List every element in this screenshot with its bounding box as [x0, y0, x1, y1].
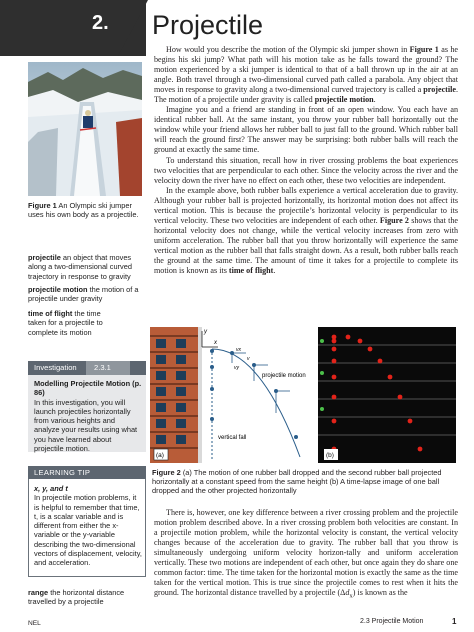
figure2-label: Figure 2: [152, 468, 181, 477]
figure1-caption: [28, 201, 144, 220]
glossary-definition: the motion of a projectile under gravity: [28, 285, 139, 304]
ski-jumper-photo: [28, 62, 142, 196]
vertical-fall-label: vertical fall: [218, 435, 247, 441]
velocity-label: v: [247, 356, 250, 362]
investigation-title: Modelling Projectile Motion (p. 86): [34, 379, 142, 398]
paragraph-3: To understand this situation, recall how in river crossing problems the boat experiences two velocities that are perpendicular to each other. Since the velocity across the river and the velocity down the river have no effect on each other, these two velocities are independent.: [154, 155, 458, 185]
y-axis-label: y: [204, 329, 207, 335]
investigation-header: [28, 361, 146, 375]
figure1-text: An Olympic ski jumper uses his own body as a projectile.: [28, 201, 139, 220]
footer-section: 2.3 Projectile Motion: [360, 618, 424, 625]
section-tab-tip: [118, 0, 148, 56]
paragraph-5: There is, however, one key difference between a river crossing problem and the projectile motion problem described above. In a river crossing problem both velocities are constant. In a projectile motion problem, while the horizontal velocity is constant, the vertical velocity changes because of the acceleration due to gravity. The rubber ball that you throw is simultaneously undergoing uniform velocity horizon-tally and uniform acceleration vertically. These two motions are independent of each other, but once again they do share one common factor: time. The time taken for the horizontal motion is exactly the same as the time taken for the vertical motion. This is true since the projectile comes to rest when it hits the ground. The horizontal distance travelled by a projectile $(\Delta d_x)$ is known as the: [154, 508, 458, 600]
figure2-text: (a) The motion of one rubber ball dropped and the second rubber ball projected horizontally at a constant speed from the same height (b) A time-lapse image of one ball dropped and the other projected horizontally: [152, 468, 442, 496]
investigation-box: [28, 361, 146, 452]
footer-publisher: NEL: [28, 620, 41, 627]
learning-tip-label: LEARNING TIP: [34, 468, 91, 477]
learning-tip-box: [28, 466, 146, 576]
glossary-projectile-motion: [28, 285, 144, 304]
glossary-term: projectile: [28, 253, 61, 262]
paragraph-2: Imagine you and a friend are standing in front of an open window. You each have an identical rubber ball. At the same instant, you throw your rubber ball horizontally out the window while your friend allows her rubber ball to just fall to the ground. Which rubber ball will reach the ground first? The answer may be surprising: both rubber balls will reach the ground at exactly the same time.: [154, 105, 458, 155]
x-axis-label: x: [214, 340, 217, 346]
page-number: 1: [452, 617, 457, 626]
glossary-projectile: [28, 253, 144, 281]
projectile-motion-label: projectile motion: [262, 373, 306, 379]
learning-tip-text: In projectile motion problems, it is helpful to remember that time, t, is a scalar variable and is different from either the x-variable or the y-variable describing the two-dimensional vectors of displacement, velocity, and acceleration.: [34, 493, 142, 568]
glossary-term: projectile motion: [28, 285, 88, 294]
glossary-range: [28, 588, 144, 607]
figure2a-diagram: [150, 327, 310, 463]
section-number: 2.: [92, 12, 109, 34]
paragraph-1: How would you describe the motion of the Olympic ski jumper shown in Figure 1 as he begins his ski jump? What path will his motion take as he falls toward the ground? The motion experienced by a ski jumper is identical to that of a ball thrown up in the air at an angle. Both travel through a two-dimensional curved path called a parabola. Any object that moves in response to gravity along a two-dimensional curved trajectory is called a projectile. The motion of a projectile under gravity is called projectile motion.: [154, 45, 458, 105]
investigation-label: Investigation: [34, 363, 77, 372]
glossary-definition: the horizontal distance travelled by a projectile: [28, 588, 125, 607]
learning-tip-title: x, y, and t: [34, 484, 68, 493]
glossary-time-of-flight: [28, 309, 108, 337]
figure2b-photo: [318, 327, 456, 463]
paragraph-4: In the example above, both rubber balls experience a vertical acceleration due to gravity. Although your rubber ball is projected horizontally, its horizontal motion does not affect its vertical motion. This is because the projectile’s horizontal velocity is perpendicular to its vertical velocity. These two velocities are independent of each other. Figure 2 shows that the horizontal velocity does not change, while the vertical velocity increases from zero with uniform acceleration. The rubber ball that you throw horizontally will experience the same vertical motion as the rubber ball that falls straight down. As a result, both rubber balls reach the ground at the same time. The amount of time it takes for a projectile to complete its motion is known as its time of flight.: [154, 185, 458, 276]
figure1-label: Figure 1: [28, 201, 57, 210]
glossary-term: time of flight: [28, 309, 73, 318]
panel-a-label: (a): [156, 452, 164, 459]
glossary-definition: an object that moves along a two-dimensional curved trajectory in response to gravity: [28, 253, 132, 281]
main-text-bottom: [154, 508, 458, 602]
glossary-definition: the time taken for a projectile to complete its motion: [28, 309, 103, 337]
page-title: Projectile: [152, 10, 264, 40]
main-text-top: [154, 45, 458, 276]
investigation-text: In this investigation, you will launch projectiles horizontally from various heights and analyze your results using what you have learned about projectile motion.: [34, 397, 138, 454]
investigation-number: 2.3.1: [94, 363, 111, 372]
glossary-term: range: [28, 588, 49, 597]
figure2-caption: [152, 468, 454, 496]
velocity-label: vy: [234, 365, 239, 371]
velocity-label: vx: [236, 347, 241, 353]
panel-b-label: (b): [326, 452, 334, 459]
